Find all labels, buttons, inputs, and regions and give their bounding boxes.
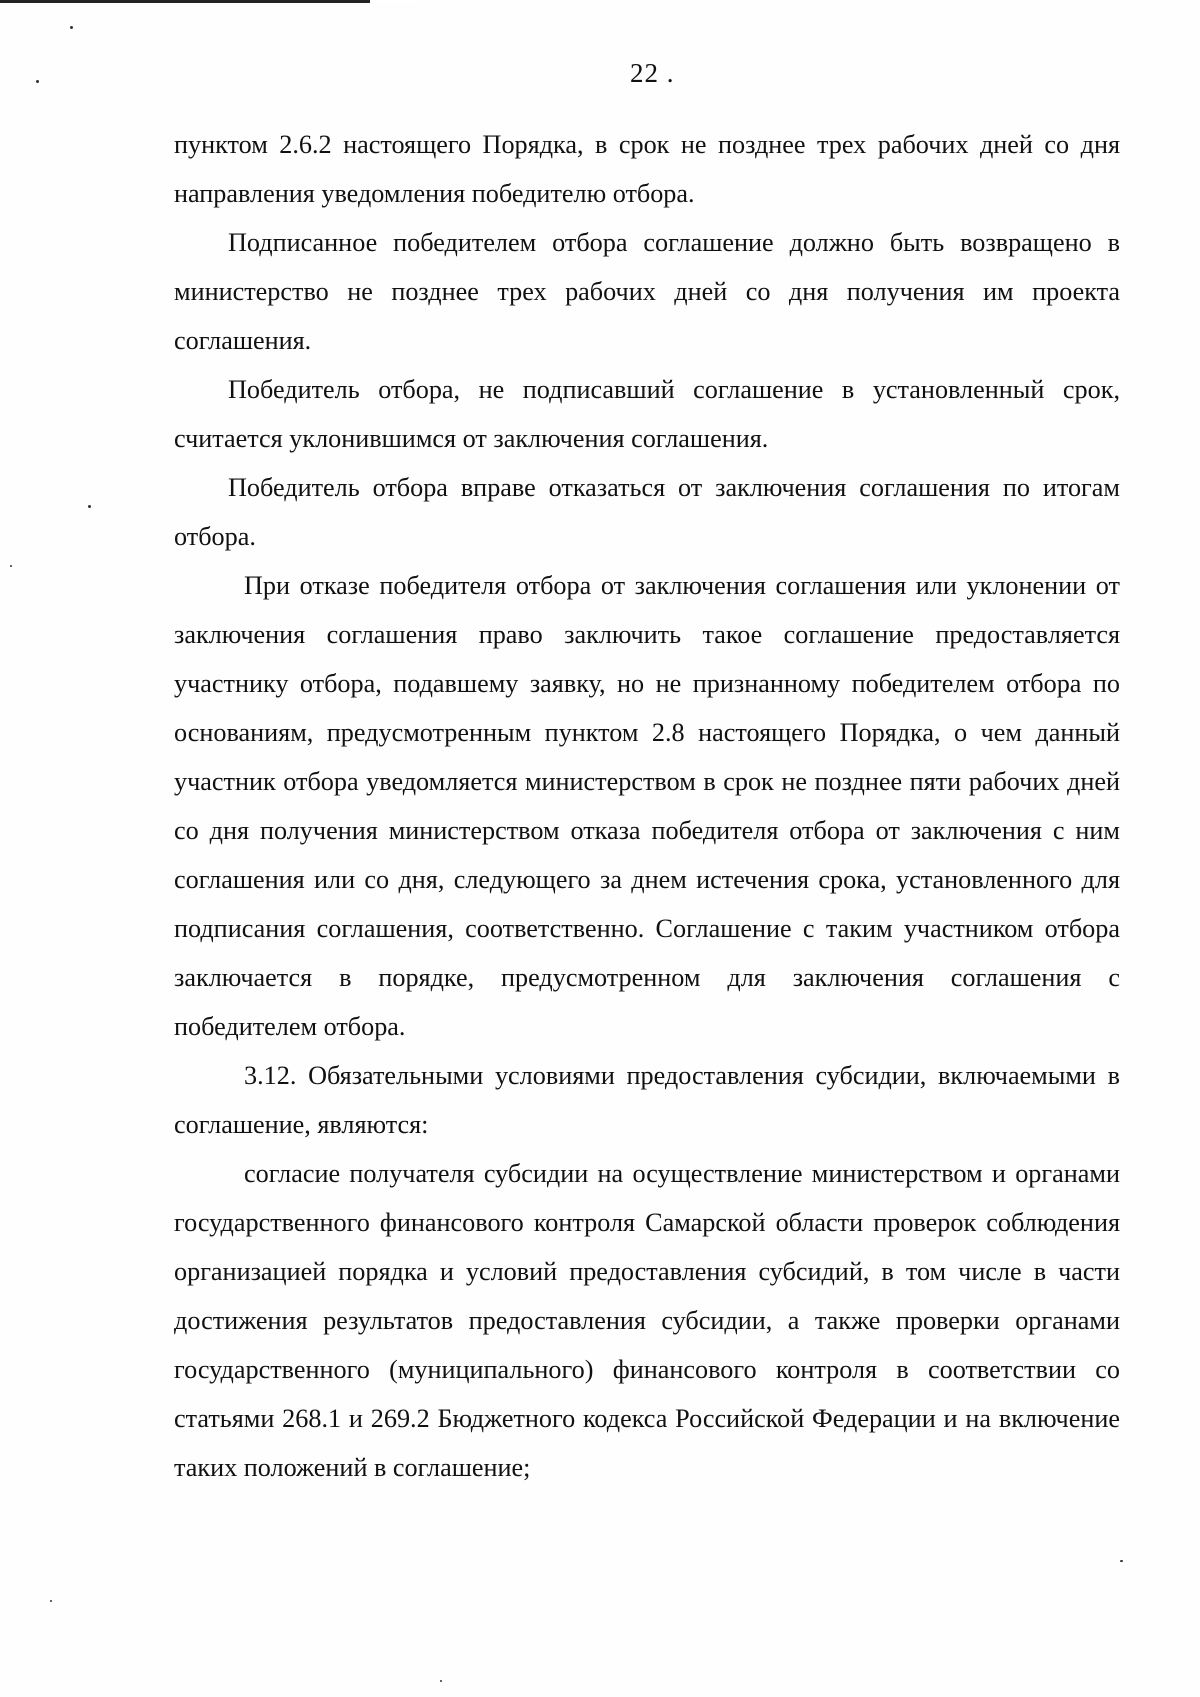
scan-speck [36, 80, 39, 83]
scan-top-edge [0, 0, 420, 3]
paragraph-unsigned-winner: Победитель отбора, не подписавший соглашение в установленный срок, считается уклонившимся от заключения соглашения. [174, 375, 1120, 453]
page-number: 22 . [630, 58, 675, 88]
scan-speck [1120, 1560, 1123, 1562]
paragraph-continuation: пунктом 2.6.2 настоящего Порядка, в срок не позднее трех рабочих дней со дня направления уведомления победителю отбора. [174, 130, 1120, 208]
paragraph-winner-refusal: Победитель отбора вправе отказаться от заключения соглашения по итогам отбора. [174, 473, 1120, 551]
scan-speck [70, 26, 73, 29]
document-body [174, 120, 1120, 1492]
scan-speck [88, 505, 91, 508]
paragraph-consent-clause: согласие получателя субсидии на осуществление министерством и органами государственного финансового контроля Самарской области проверок соблюдения организацией порядка и условий предоставления субсидий, в том числе в части достижения результатов предоставления субсидии, а также проверки органами государственного (муниципального) финансового контроля в соответствии со статьями 268.1 и 269.2 Бюджетного кодекса Российской Федерации и на включение таких положений в соглашение; [174, 1159, 1120, 1482]
paragraph-mandatory-conditions: 3.12. Обязательными условиями предоставления субсидии, включаемыми в соглашение, являются: [174, 1061, 1120, 1139]
scan-speck [10, 565, 12, 567]
scan-speck [440, 1680, 442, 1682]
paragraph-refusal-procedure: При отказе победителя отбора от заключения соглашения или уклонении от заключения соглашения право заключить такое соглашение предоставляется участнику отбора, подавшему заявку, но не признанному победителем отбора по основаниям, предусмотренным пунктом 2.8 настоящего Порядка, о чем данный участник отбора уведомляется министерством в срок не позднее пяти рабочих дней со дня получения министерством отказа победителя отбора от заключения с ним соглашения или со дня, следующего за днем истечения срока, установленного для подписания соглашения, соответственно. Соглашение с таким участником отбора заключается в порядке, предусмотренном для заключения соглашения с победителем отбора. [174, 571, 1120, 1041]
scan-speck [50, 1600, 52, 1602]
paragraph-signed-agreement: Подписанное победителем отбора соглашение должно быть возвращено в министерство не позднее трех рабочих дней со дня получения им проекта соглашения. [174, 228, 1120, 355]
scan-top-edge-gap [370, 0, 420, 3]
